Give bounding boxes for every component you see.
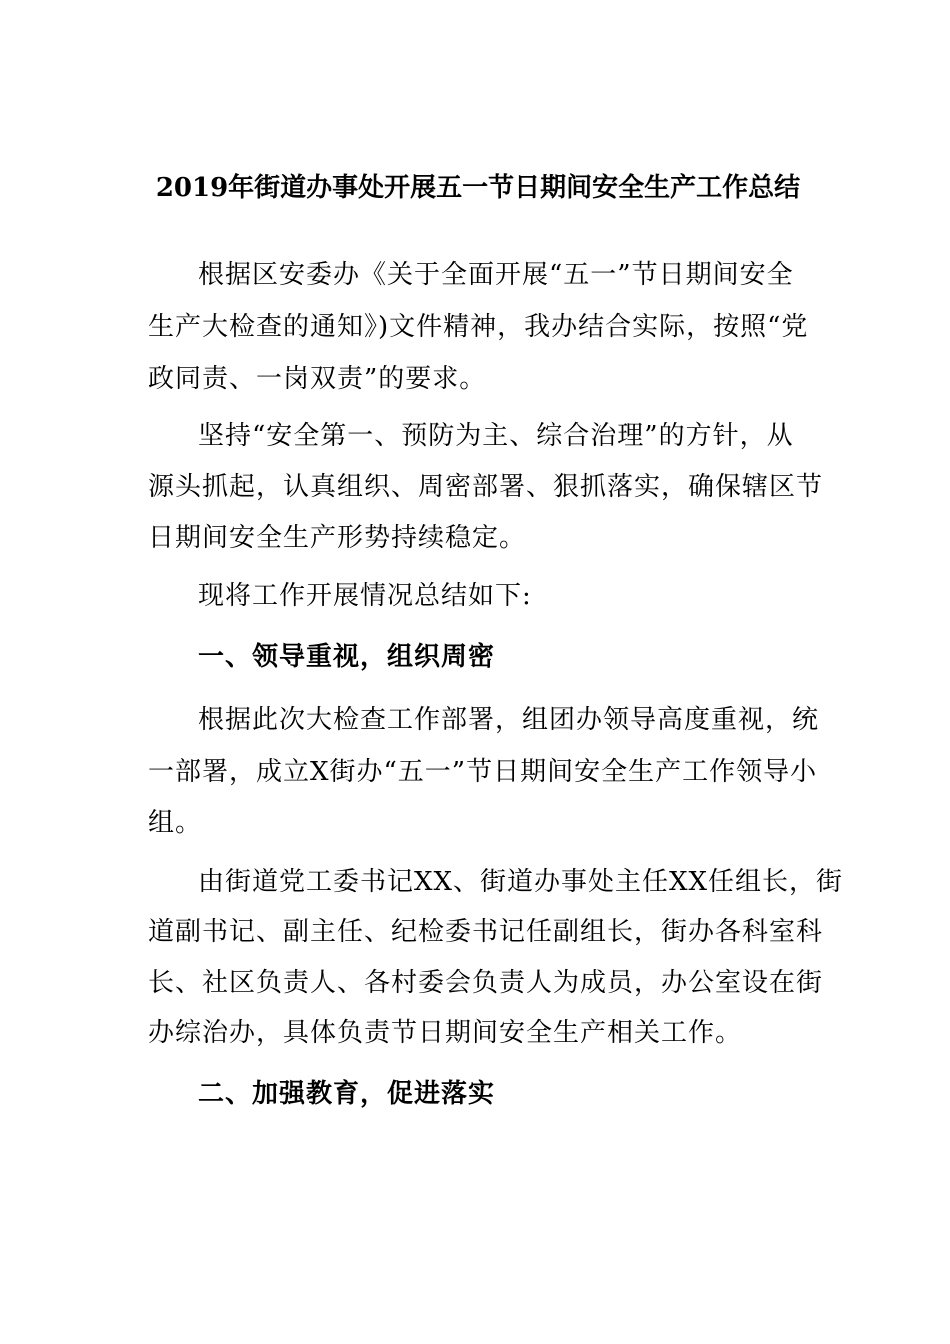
paragraph-4-line-1: 根据此次大检查工作部署，组团办领导高度重视，统 (198, 705, 820, 735)
paragraph-5-line-1: 由街道党工委书记XX、街道办事处主任XX任组长，街 (198, 867, 844, 897)
section-heading-2: 二、加强教育，促进落实 (198, 1079, 496, 1109)
paragraph-4-line-2: 一部署，成立X街办“五一”节日期间安全生产工作领导小 (148, 757, 818, 787)
paragraph-1-line-3: 政同责、一岗双责”的要求。 (148, 364, 487, 394)
paragraph-2-line-3: 日期间安全生产形势持续稳定。 (148, 523, 527, 553)
paragraph-2-line-2: 源头抓起，认真组织、周密部署、狠抓落实，确保辖区节 (148, 472, 824, 502)
paragraph-1-line-1: 根据区安委办《关于全面开展“五一”节日期间安全 (198, 260, 794, 290)
paragraph-2-line-1: 坚持“安全第一、预防为主、综合治理”的方针，从 (198, 421, 794, 451)
paragraph-4-line-3: 组。 (148, 808, 203, 838)
document-title: 2019年街道办事处开展五一节日期间安全生产工作总结 (155, 173, 801, 203)
paragraph-1-line-2: 生产大检查的通知》)文件精神，我办结合实际，按照“党 (148, 312, 809, 342)
paragraph-5-line-2: 道副书记、副主任、纪检委书记任副组长，街办各科室科 (148, 917, 824, 947)
paragraph-3-line-1: 现将工作开展情况总结如下: (198, 581, 532, 611)
paragraph-5-line-3: 长、社区负责人、各村委会负责人为成员，办公室设在街 (148, 968, 824, 998)
paragraph-5-line-4: 办综治办，具体负责节日期间安全生产相关工作。 (148, 1018, 743, 1048)
section-heading-1: 一、领导重视，组织周密 (198, 642, 496, 672)
